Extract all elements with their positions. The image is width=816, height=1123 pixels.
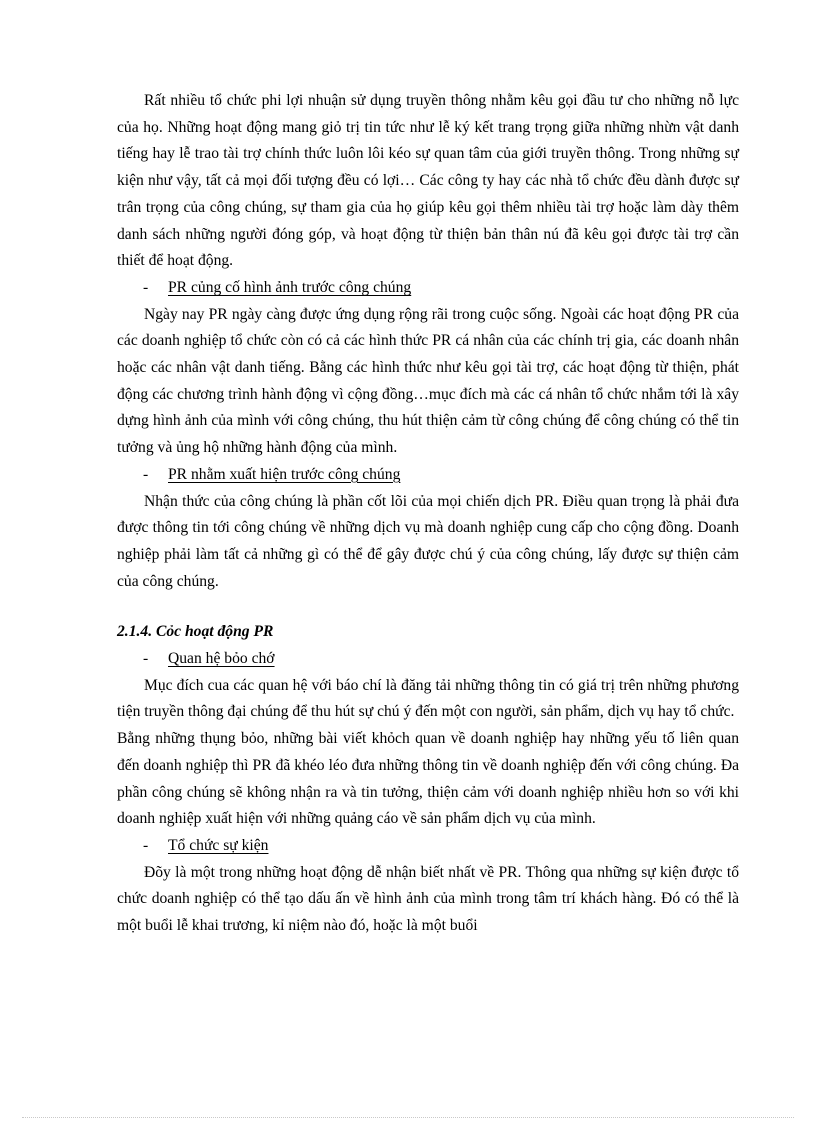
bullet-press-relations: [117, 646, 739, 673]
document-body: [117, 88, 739, 940]
bullet-label: Tổ chức sự kiện: [168, 836, 269, 854]
bullet-events: [117, 833, 739, 860]
bullet-pr-image: [117, 275, 739, 302]
paragraph-pr-appearance: Nhận thức của công chúng là phần cốt lõi của mọi chiến dịch PR. Điều quan trọng là phải đưa được thông tin tới công chúng về những dịch vụ mà doanh nghiệp cung cấp cho cộng đồng. Doanh nghiệp phải làm tất cả những gì có thể để gây được chú ý của công chúng, lấy được sự thiện cảm của công chúng.: [117, 492, 739, 590]
bullet-label: Quan hệ bỏo chớ: [168, 650, 275, 668]
bullet-label: PR nhằm xuất hiện trước công chúng: [168, 465, 401, 483]
paragraph-pr-image: Ngày nay PR ngày càng được ứng dụng rộng rãi trong cuộc sống. Ngoài các hoạt động PR của các doanh nghiệp tổ chức còn có cả các hình thức PR cá nhân của các chính trị gia, các doanh nhân hoặc các nhân vật danh tiếng. Bằng các hình thức như kêu gọi tài trợ, các hoạt động từ thiện, phát động các chương trình hành động vì cộng đồng…mục đích mà các cá nhân tổ chức nhắm tới là xây dựng hình ảnh của mình với công chúng, thu hút thiện cảm từ công chúng để công chúng có thể tin tưởng và ủng hộ những hành động của mình.: [117, 305, 739, 457]
bullet-pr-appearance: [117, 462, 739, 489]
bullet-dash: -: [143, 836, 149, 854]
bullet-dash: -: [143, 465, 149, 483]
section-heading: 2.1.4. Cỏc hoạt động PR: [117, 623, 274, 641]
paragraph-events: Đõy là một trong những hoạt động dễ nhận biết nhất về PR. Thông qua những sự kiện được tổ chức doanh nghiệp có thể tạo dấu ấn về hình ảnh của mình trong tâm trí khách hàng. Đó có thể là một buổi lễ khai trương, kỉ niệm nào đó, hoặc là một buổi: [117, 863, 739, 935]
bullet-dash: -: [143, 650, 149, 668]
bullet-dash: -: [143, 278, 149, 296]
paragraph-press-purpose: Mục đích cua các quan hệ với báo chí là đăng tải những thông tin có giá trị trên những phương tiện truyền thông đại chúng để thu hút sự chú ý đến một con người, sản phẩm, dịch vụ hay tổ chức.: [117, 676, 739, 721]
bullet-label: PR củng cố hình ảnh trước công chúng: [168, 278, 412, 296]
page-bottom-divider: [22, 1117, 794, 1118]
paragraph-press-method: Bằng những thụng bỏo, những bài viết khỏch quan về doanh nghiệp hay những yếu tố liên quan đến doanh nghiệp thì PR đã khéo léo đưa những thông tin về doanh nghiệp đến với công chúng. Đa phần công chúng sẽ không nhận ra và tin tưởng, thiện cảm với doanh nghiệp nhiều hơn so với khi doanh nghiệp xuất hiện với những quảng cáo về sản phẩm dịch vụ của mình.: [117, 730, 739, 828]
paragraph-nonprofit-pr: Rất nhiều tổ chức phi lợi nhuận sử dụng truyền thông nhằm kêu gọi đầu tư cho những nỗ lực của họ. Những hoạt động mang giỏ trị tin tức như lễ ký kết trang trọng giữa những nhừn vật danh tiếng hay lễ trao tài trợ chính thức luôn lôi kéo sự quan tâm của giới truyền thông. Trong những sự kiện như vậy, tất cả mọi đối tượng đều có lợi… Các công ty hay các nhà tổ chức đều dành được sự trân trọng của công chúng, sự tham gia của họ giúp kêu gọi thêm nhiều tài trợ hoặc làm dày thêm danh sách những người đóng góp, và hoạt động từ thiện bản thân nú đã kêu gọi được tài trợ cần thiết để hoạt động.: [117, 92, 739, 270]
